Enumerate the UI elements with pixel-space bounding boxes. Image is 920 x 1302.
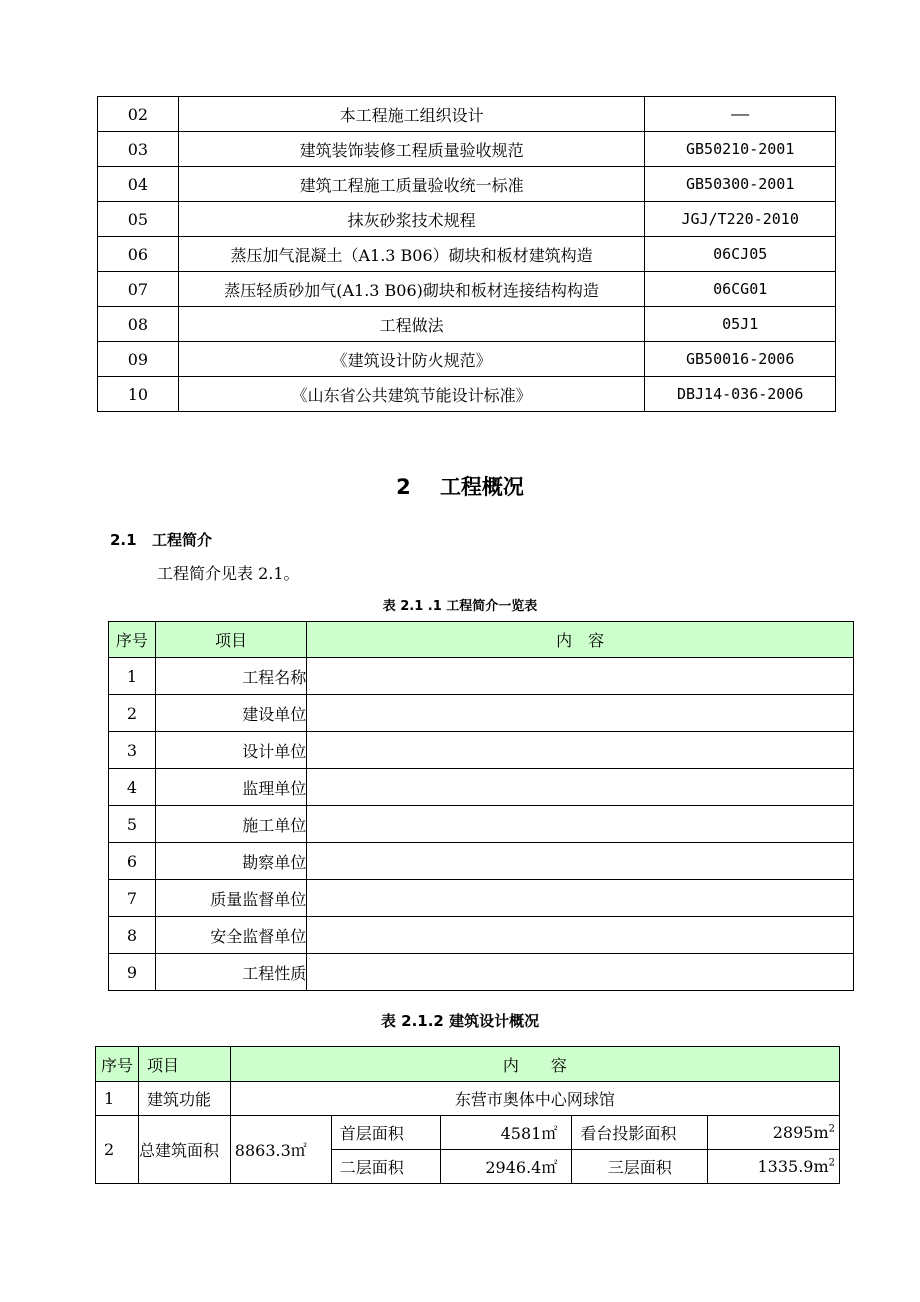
table-row [98, 202, 836, 237]
row-no: 1 [109, 658, 156, 695]
section-heading [0, 471, 920, 501]
ref-code: JGJ/T220-2010 [645, 202, 836, 237]
project-intro-table [108, 621, 854, 991]
table-row [98, 342, 836, 377]
ref-no: 04 [98, 167, 179, 202]
table-row [98, 97, 836, 132]
stand-area-cell [708, 1116, 840, 1150]
table-row [96, 1082, 840, 1116]
architecture-design-table [95, 1046, 840, 1184]
row-no: 4 [109, 769, 156, 806]
superscript: 2 [828, 1123, 835, 1135]
table-header-row [109, 622, 854, 658]
row-content [307, 880, 854, 917]
row-item: 质量监督单位 [155, 880, 306, 917]
ref-code: GB50016-2006 [645, 342, 836, 377]
row-no: 7 [109, 880, 156, 917]
row-item: 施工单位 [155, 806, 306, 843]
table-row [109, 880, 854, 917]
row-item: 勘察单位 [155, 843, 306, 880]
ref-no: 10 [98, 377, 179, 412]
row-content [307, 732, 854, 769]
row-no: 2 [96, 1116, 139, 1184]
ref-no: 02 [98, 97, 179, 132]
ref-name: 本工程施工组织设计 [178, 97, 645, 132]
table-row [109, 695, 854, 732]
ref-code: GB50210-2001 [645, 132, 836, 167]
row-content: 东营市奥体中心网球馆 [230, 1082, 839, 1116]
header-no: 序号 [96, 1047, 139, 1082]
section-number: 2 [396, 475, 411, 499]
row-content [307, 695, 854, 732]
header-no: 序号 [109, 622, 156, 658]
header-content: 内 容 [230, 1047, 839, 1082]
table1-caption: 表 2.1 .1 工程简介一览表 [382, 599, 538, 614]
table-row [98, 132, 836, 167]
row-item: 工程性质 [155, 954, 306, 991]
row-no: 2 [109, 695, 156, 732]
table2-caption: 表 2.1.2 建筑设计概况 [380, 1012, 540, 1030]
row-no: 1 [96, 1082, 139, 1116]
table-row [98, 307, 836, 342]
row-item: 设计单位 [155, 732, 306, 769]
row-no: 6 [109, 843, 156, 880]
ref-name: 建筑工程施工质量验收统一标准 [178, 167, 645, 202]
row-item: 工程名称 [155, 658, 306, 695]
first-floor-value: 4581㎡ [441, 1116, 572, 1150]
ref-name: 蒸压加气混凝土（A1.3 B06）砌块和板材建筑构造 [178, 237, 645, 272]
table-row [98, 167, 836, 202]
subsection-number: 2.1 [110, 531, 137, 549]
total-area-value: 8863.3㎡ [230, 1116, 331, 1184]
third-floor-cell [708, 1150, 840, 1184]
superscript: 2 [828, 1157, 835, 1169]
ref-no: 09 [98, 342, 179, 377]
row-content [307, 954, 854, 991]
ref-no: 05 [98, 202, 179, 237]
header-item: 项目 [138, 1047, 230, 1082]
row-content [307, 769, 854, 806]
row-no: 3 [109, 732, 156, 769]
header-item: 项目 [155, 622, 306, 658]
row-item: 建筑功能 [138, 1082, 230, 1116]
reference-standards-table [97, 96, 836, 412]
ref-name: 《山东省公共建筑节能设计标准》 [178, 377, 645, 412]
table-row [109, 732, 854, 769]
row-content [307, 843, 854, 880]
ref-code: GB50300-2001 [645, 167, 836, 202]
ref-name: 建筑装饰装修工程质量验收规范 [178, 132, 645, 167]
section-title: 工程概况 [439, 475, 524, 499]
table-row [98, 272, 836, 307]
row-no: 9 [109, 954, 156, 991]
table-row [109, 917, 854, 954]
row-item: 总建筑面积 [138, 1116, 230, 1184]
row-item: 建设单位 [155, 695, 306, 732]
row-content [307, 658, 854, 695]
row-content [307, 917, 854, 954]
ref-no: 06 [98, 237, 179, 272]
table-row [109, 658, 854, 695]
row-content [307, 806, 854, 843]
ref-name: 蒸压轻质砂加气(A1.3 B06)砌块和板材连接结构构造 [178, 272, 645, 307]
subsection-heading [110, 529, 212, 550]
table-row [109, 954, 854, 991]
ref-name: 抹灰砂浆技术规程 [178, 202, 645, 237]
ref-code: —— [645, 97, 836, 132]
table-row [98, 237, 836, 272]
table-row [109, 843, 854, 880]
row-item: 监理单位 [155, 769, 306, 806]
subsection-title: 工程简介 [152, 531, 213, 549]
row-no: 8 [109, 917, 156, 954]
first-floor-label: 首层面积 [331, 1116, 441, 1150]
ref-no: 07 [98, 272, 179, 307]
ref-name: 工程做法 [178, 307, 645, 342]
header-content: 内 容 [307, 622, 854, 658]
row-item: 安全监督单位 [155, 917, 306, 954]
ref-code: DBJ14-036-2006 [645, 377, 836, 412]
stand-area-value: 2895m [772, 1123, 829, 1142]
ref-name: 《建筑设计防火规范》 [178, 342, 645, 377]
table-row [96, 1116, 840, 1150]
second-floor-label: 二层面积 [331, 1150, 441, 1184]
row-no: 5 [109, 806, 156, 843]
table-header-row [96, 1047, 840, 1082]
table-row [109, 806, 854, 843]
ref-no: 03 [98, 132, 179, 167]
table-row [109, 769, 854, 806]
ref-code: 06CG01 [645, 272, 836, 307]
stand-area-label: 看台投影面积 [572, 1116, 708, 1150]
third-floor-label: 三层面积 [572, 1150, 708, 1184]
third-floor-value: 1335.9m [757, 1157, 829, 1176]
ref-code: 06CJ05 [645, 237, 836, 272]
intro-paragraph: 工程简介见表 2.1。 [157, 564, 300, 583]
ref-code: 05J1 [645, 307, 836, 342]
second-floor-value: 2946.4㎡ [441, 1150, 572, 1184]
ref-no: 08 [98, 307, 179, 342]
table-row [98, 377, 836, 412]
